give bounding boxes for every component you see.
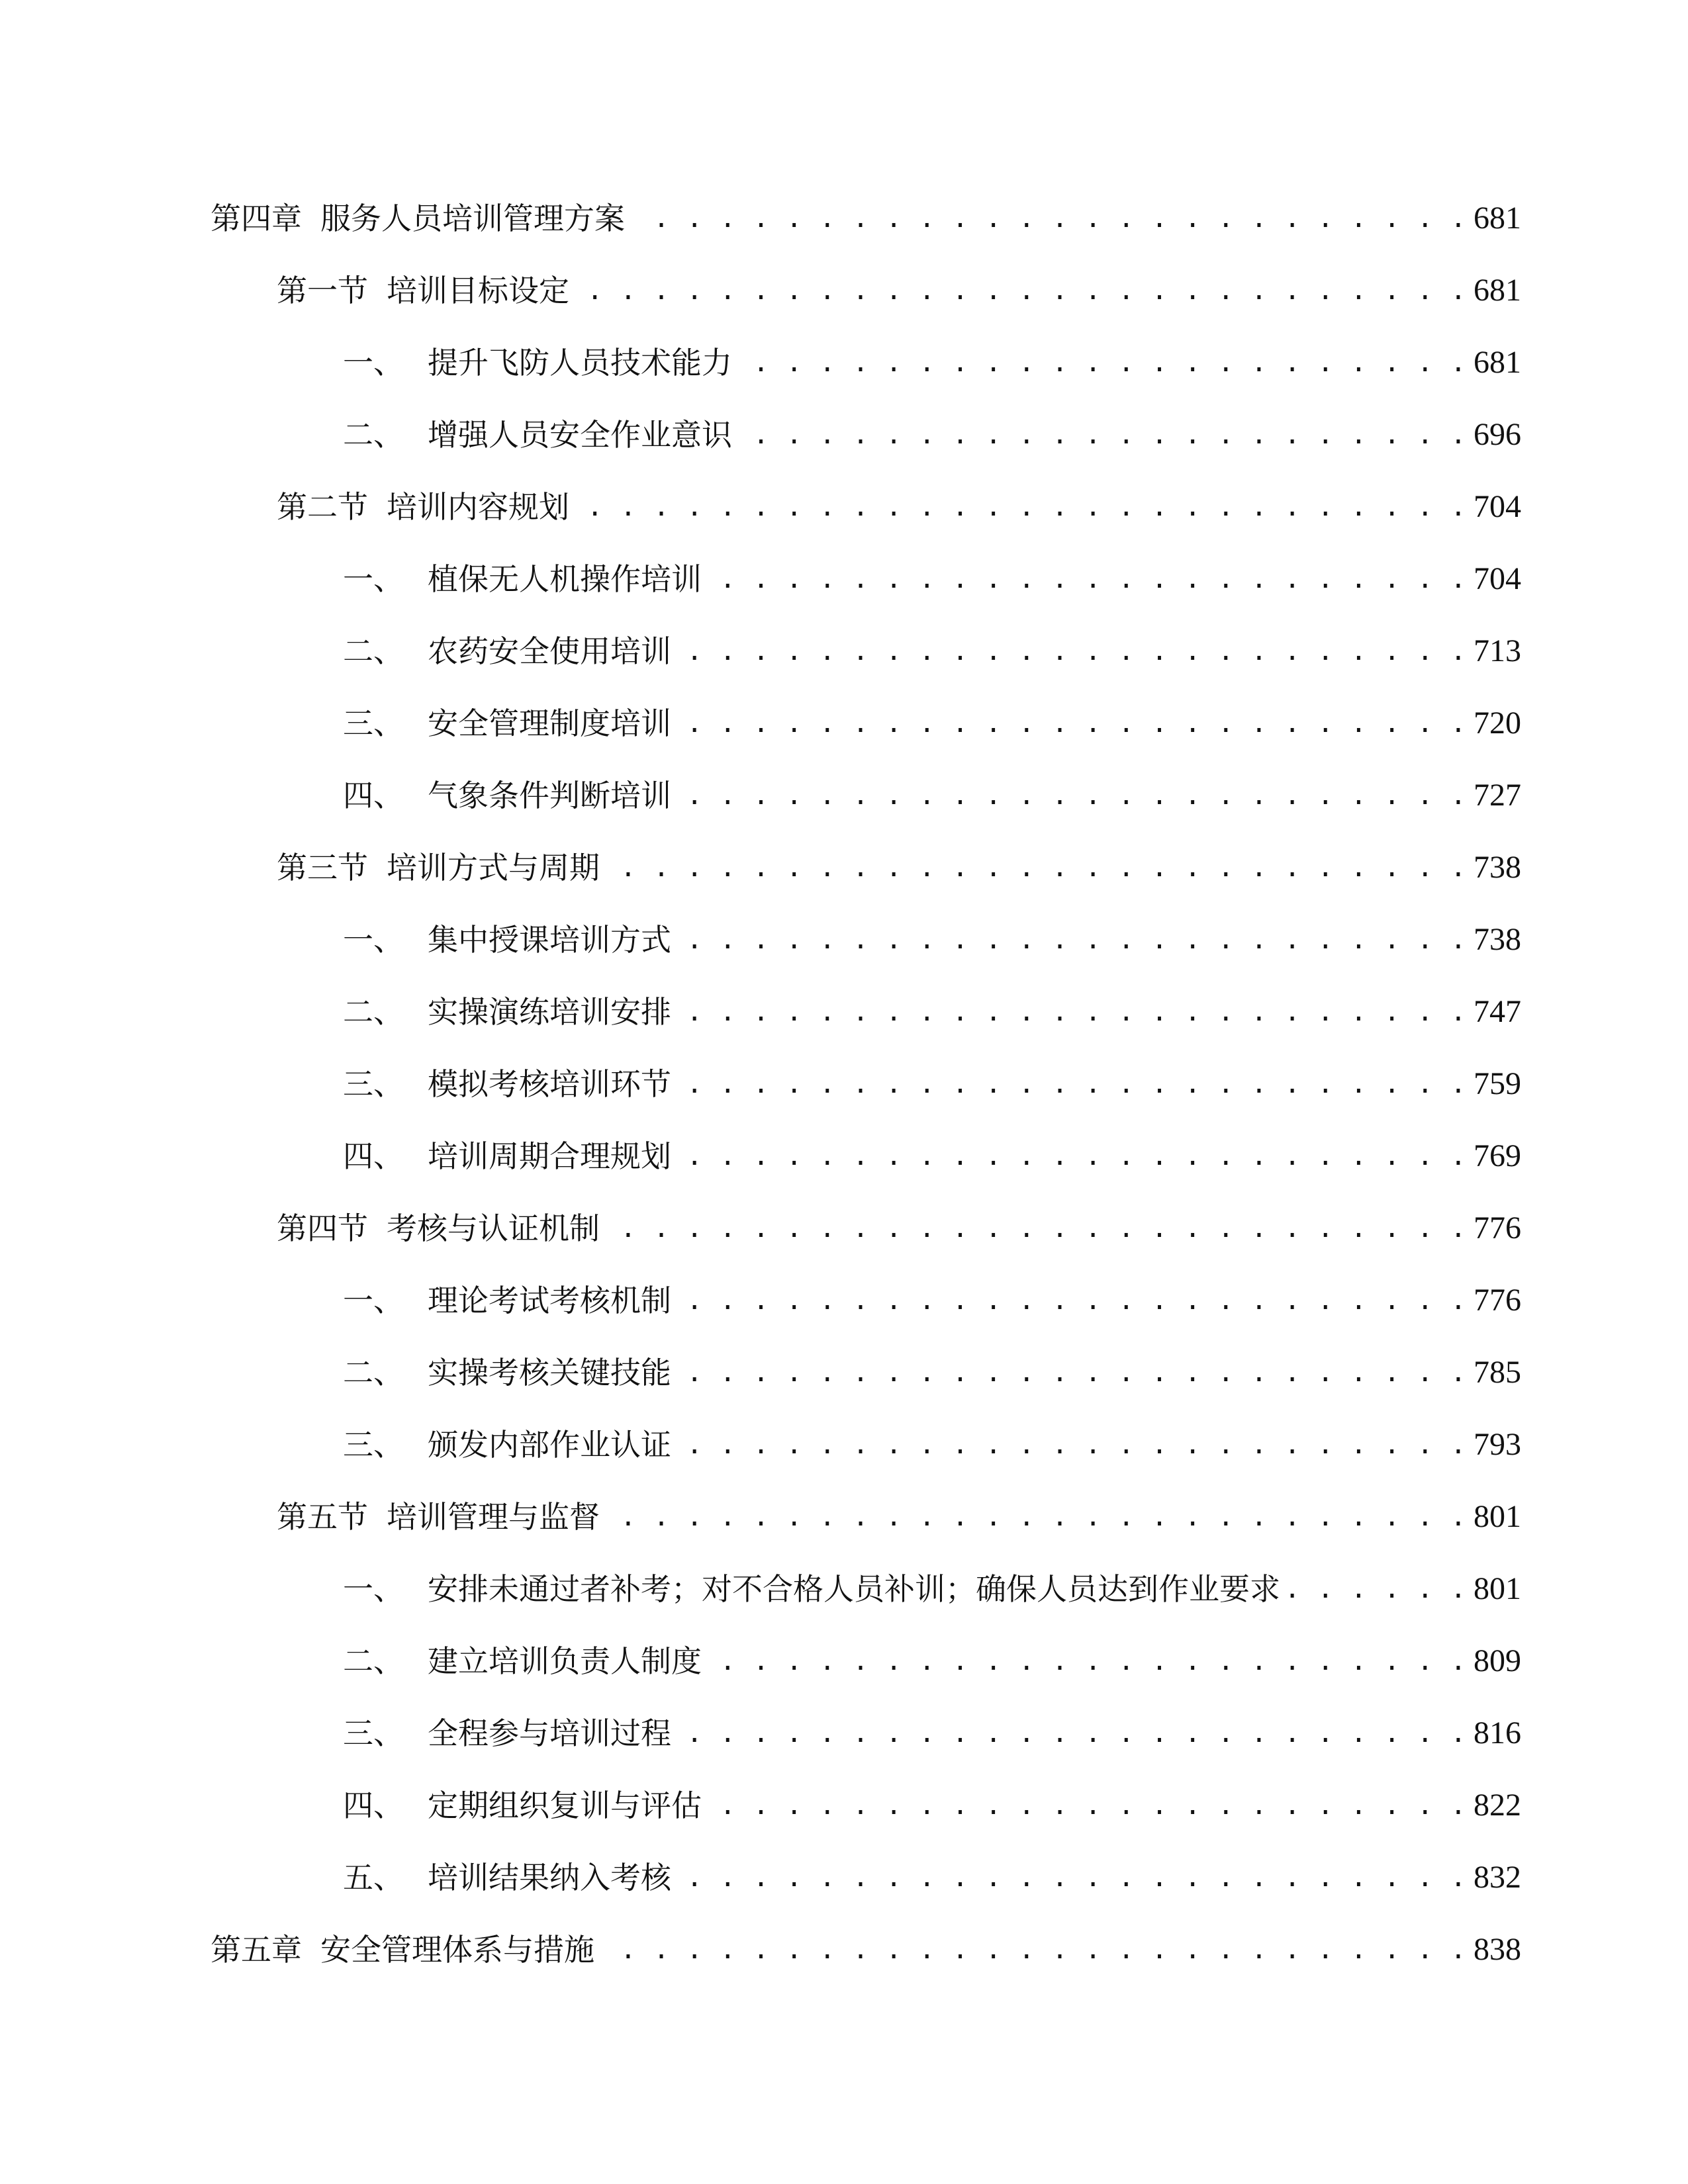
toc-entry-number: 四、 [343,778,404,813]
toc-entry[interactable] [0,1277,1688,1349]
toc-entry[interactable] [0,484,1688,556]
toc-entry-title[interactable]: 实操考核关键技能 [428,1355,671,1390]
toc-line[interactable] [343,772,1521,819]
toc-entry-title[interactable]: 实操演练培训安排 [428,994,671,1030]
toc-entry-number: 一、 [343,1283,404,1318]
toc-page-number[interactable]: 681 [1474,273,1521,308]
toc-line[interactable] [343,1710,1521,1756]
dot-leader [634,195,1467,242]
toc-entry-title[interactable]: 颁发内部作业认证 [428,1427,671,1463]
toc-line[interactable] [343,556,1521,602]
dot-leader [579,267,1467,314]
toc-entry[interactable] [0,1638,1688,1710]
toc-page-number[interactable]: 713 [1474,633,1521,668]
dot-leader [680,700,1467,747]
toc-page-number[interactable]: 822 [1474,1788,1521,1823]
toc-entry[interactable] [0,1205,1688,1277]
toc-entry[interactable] [0,1854,1688,1927]
dot-leader [680,1710,1467,1756]
toc-line[interactable] [277,1494,1521,1540]
dot-leader [680,917,1467,963]
toc-entry[interactable] [0,844,1688,917]
dot-leader [680,1133,1467,1179]
dot-leader [604,1927,1467,1973]
toc-page-number[interactable]: 738 [1474,850,1521,885]
toc-entry[interactable] [0,1782,1688,1854]
toc-line[interactable] [343,1349,1521,1396]
toc-entry[interactable] [0,1710,1688,1782]
toc-entry-title[interactable]: 气象条件判断培训 [428,778,671,813]
toc-line[interactable] [277,1205,1521,1251]
toc-entry-title[interactable]: 服务人员培训管理方案 [320,201,625,236]
toc-line[interactable] [343,1638,1521,1684]
toc-entry-number: 第四章 [211,201,302,236]
toc-entry[interactable] [0,1422,1688,1494]
toc-page-number[interactable]: 681 [1474,345,1521,380]
toc-entry-title[interactable]: 考核与认证机制 [387,1210,600,1246]
toc-entry[interactable] [0,1566,1688,1638]
toc-line[interactable] [343,917,1521,963]
toc-page-number[interactable]: 801 [1474,1571,1521,1606]
toc-line[interactable] [343,1566,1521,1612]
dot-leader [741,340,1467,386]
toc-page-number[interactable]: 838 [1474,1932,1521,1967]
toc-entry-number: 四、 [343,1138,404,1174]
toc-page-number[interactable]: 769 [1474,1138,1521,1173]
toc-entry-number: 四、 [343,1788,404,1823]
toc-line[interactable] [277,844,1521,891]
toc-entry[interactable] [0,1494,1688,1566]
toc-entry-number: 一、 [343,922,404,958]
dot-leader [680,1422,1467,1468]
toc-line[interactable] [343,1277,1521,1324]
toc-entry-number: 五、 [343,1860,404,1895]
toc-entry-number: 一、 [343,345,404,381]
toc-entry-title[interactable]: 培训结果纳入考核 [428,1860,671,1895]
toc-entry-title[interactable]: 培训方式与周期 [387,850,600,886]
toc-line[interactable] [343,1782,1521,1829]
toc-line[interactable] [343,628,1521,674]
dot-leader [680,1061,1467,1107]
toc-page-number[interactable]: 816 [1474,1715,1521,1751]
toc-entry[interactable] [0,412,1688,484]
toc-entry[interactable] [0,628,1688,700]
toc-entry-number: 二、 [343,633,404,669]
toc-line[interactable] [277,484,1521,530]
toc-line[interactable] [211,195,1521,242]
toc-entry-number: 二、 [343,994,404,1030]
dot-leader [741,412,1467,458]
dot-leader [680,772,1467,819]
toc-entry-title[interactable]: 模拟考核培训环节 [428,1066,671,1102]
toc-line[interactable] [211,1927,1521,1973]
toc-entry-title[interactable]: 全程参与培训过程 [428,1715,671,1751]
dot-leader [609,844,1467,891]
toc-entry-title[interactable]: 植保无人机操作培训 [428,561,702,597]
toc-entry[interactable] [0,556,1688,628]
toc-entry[interactable] [0,772,1688,844]
toc-entry-title[interactable]: 农药安全使用培训 [428,633,671,669]
toc-entry-number: 第一节 [277,273,368,308]
toc-line[interactable] [343,1133,1521,1179]
toc-entry-title[interactable]: 培训管理与监督 [387,1499,600,1535]
toc-page-number[interactable]: 704 [1474,489,1521,524]
toc-page-number[interactable]: 832 [1474,1860,1521,1895]
toc-entry-number: 三、 [343,1427,404,1463]
toc-page-number[interactable]: 704 [1474,561,1521,596]
toc-entry[interactable] [0,340,1688,412]
toc-entry-number: 三、 [343,1066,404,1102]
dot-leader [579,484,1467,530]
toc-line[interactable] [277,267,1521,314]
toc-page-number[interactable]: 747 [1474,994,1521,1029]
dot-leader [609,1494,1467,1540]
dot-leader [711,556,1467,602]
toc-entry-title[interactable]: 培训目标设定 [387,273,569,308]
toc-page-number[interactable]: 776 [1474,1210,1521,1246]
toc-entry-title[interactable]: 培训内容规划 [387,489,569,525]
toc-entry[interactable] [0,989,1688,1061]
toc-entry-title[interactable]: 增强人员安全作业意识 [428,417,732,453]
dot-leader [680,1854,1467,1901]
toc-entry-number: 第二节 [277,489,368,525]
toc-line[interactable] [343,1061,1521,1107]
dot-leader [680,628,1467,674]
toc-entry[interactable] [0,1133,1688,1205]
toc-entry[interactable] [0,917,1688,989]
toc-entry-number: 第五章 [211,1932,302,1968]
toc-line[interactable] [343,700,1521,747]
toc-entry-title[interactable]: 集中授课培训方式 [428,922,671,958]
toc-page-number[interactable]: 776 [1474,1283,1521,1318]
toc-entry-title[interactable]: 提升飞防人员技术能力 [428,345,732,381]
toc-entry[interactable] [0,1061,1688,1133]
toc-line[interactable] [343,1422,1521,1468]
dot-leader [680,1349,1467,1396]
dot-leader [680,1277,1467,1324]
dot-leader [1289,1566,1467,1612]
toc-entry-number: 第四节 [277,1210,368,1246]
toc-entry-title[interactable]: 建立培训负责人制度 [428,1643,702,1679]
toc-entry[interactable] [0,267,1688,340]
dot-leader [609,1205,1467,1251]
toc-page-number[interactable]: 793 [1474,1427,1521,1462]
toc-page-number[interactable]: 727 [1474,778,1521,813]
toc-page-number[interactable]: 738 [1474,922,1521,957]
toc-page-number[interactable]: 681 [1474,201,1521,236]
toc-line[interactable] [343,1854,1521,1901]
toc-entry-title[interactable]: 安排未通过者补考；对不合格人员补训；确保人员达到作业要求 [428,1571,1280,1607]
toc-page-number[interactable]: 801 [1474,1499,1521,1534]
toc-entry-title[interactable]: 安全管理体系与措施 [320,1932,594,1968]
toc-entry-number: 二、 [343,1355,404,1390]
toc-entry-number: 第三节 [277,850,368,886]
dot-leader [680,989,1467,1035]
toc-line[interactable] [343,340,1521,386]
toc-entry-title[interactable]: 定期组织复训与评估 [428,1788,702,1823]
toc-entry-title[interactable]: 理论考试考核机制 [428,1283,671,1318]
dot-leader [711,1638,1467,1684]
toc-entry-number: 二、 [343,417,404,453]
toc-page-number[interactable]: 696 [1474,417,1521,452]
toc-entry-title[interactable]: 安全管理制度培训 [428,705,671,741]
toc-entry[interactable] [0,700,1688,772]
table-of-contents [0,195,1688,1999]
toc-line[interactable] [343,412,1521,458]
toc-entry-number: 第五节 [277,1499,368,1535]
toc-entry-number: 三、 [343,705,404,741]
toc-line[interactable] [343,989,1521,1035]
toc-entry-title[interactable]: 培训周期合理规划 [428,1138,671,1174]
toc-page-number[interactable]: 785 [1474,1355,1521,1390]
toc-entry-number: 三、 [343,1715,404,1751]
toc-page-number[interactable]: 759 [1474,1066,1521,1101]
toc-entry[interactable] [0,195,1688,267]
toc-entry[interactable] [0,1927,1688,1999]
toc-entry-number: 二、 [343,1643,404,1679]
toc-page-number[interactable]: 809 [1474,1643,1521,1678]
dot-leader [711,1782,1467,1829]
toc-page-number[interactable]: 720 [1474,705,1521,741]
toc-entry-number: 一、 [343,561,404,597]
toc-entry-number: 一、 [343,1571,404,1607]
toc-entry[interactable] [0,1349,1688,1422]
